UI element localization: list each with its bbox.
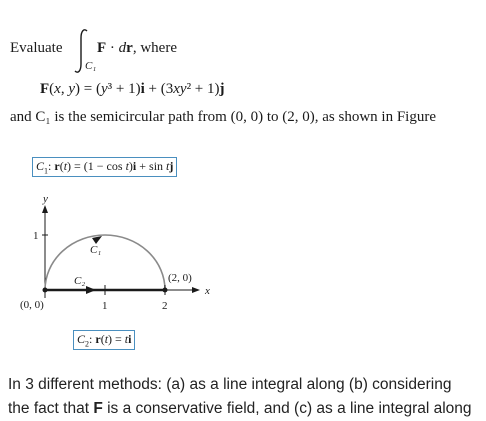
origin-label: (0, 0) [20, 299, 44, 311]
x-axis-arrow-icon [192, 287, 200, 293]
instructions-line-1: In 3 different methods: (a) as a line integral along (b) considering [8, 376, 452, 393]
y-tick-label-1: 1 [33, 230, 39, 242]
y-axis-label: y [43, 193, 48, 205]
x-tick-label-1: 1 [102, 300, 108, 312]
integral-expression: F · dr, where [97, 40, 177, 56]
field-definition: F(x, y) = (y³ + 1)i + (3xy² + 1)j [40, 81, 225, 97]
path-description: and C₁ is the semicircular path from (0, 0) to (2, 0), as shown in Figure [10, 109, 436, 125]
c1-parametrization-box: $C_1$: r(t) = (1 − cos t)i + sin tj [32, 157, 177, 177]
end-point-label: (2, 0) [168, 272, 192, 284]
end-point [163, 288, 168, 293]
c2-direction-arrow-icon [86, 286, 96, 294]
y-axis-arrow-icon [42, 205, 48, 213]
integral-subscript: C₁ [85, 60, 97, 72]
c1-semicircle [45, 235, 165, 290]
c2-parametrization-box: $C_2$: r(t) = ti [73, 330, 135, 350]
x-axis-label: x [205, 285, 210, 297]
origin-point [43, 288, 48, 293]
c1-direction-arrow-icon [92, 236, 102, 244]
evaluate-word: Evaluate [10, 40, 63, 56]
instructions-line-2: the fact that F is a conservative field, and (c) as a line integral along [8, 400, 472, 417]
c1-label: C₁ [90, 244, 102, 256]
x-tick-label-2: 2 [162, 300, 168, 312]
figure-diagram [0, 150, 260, 360]
c2-label: C₂ [74, 275, 86, 287]
